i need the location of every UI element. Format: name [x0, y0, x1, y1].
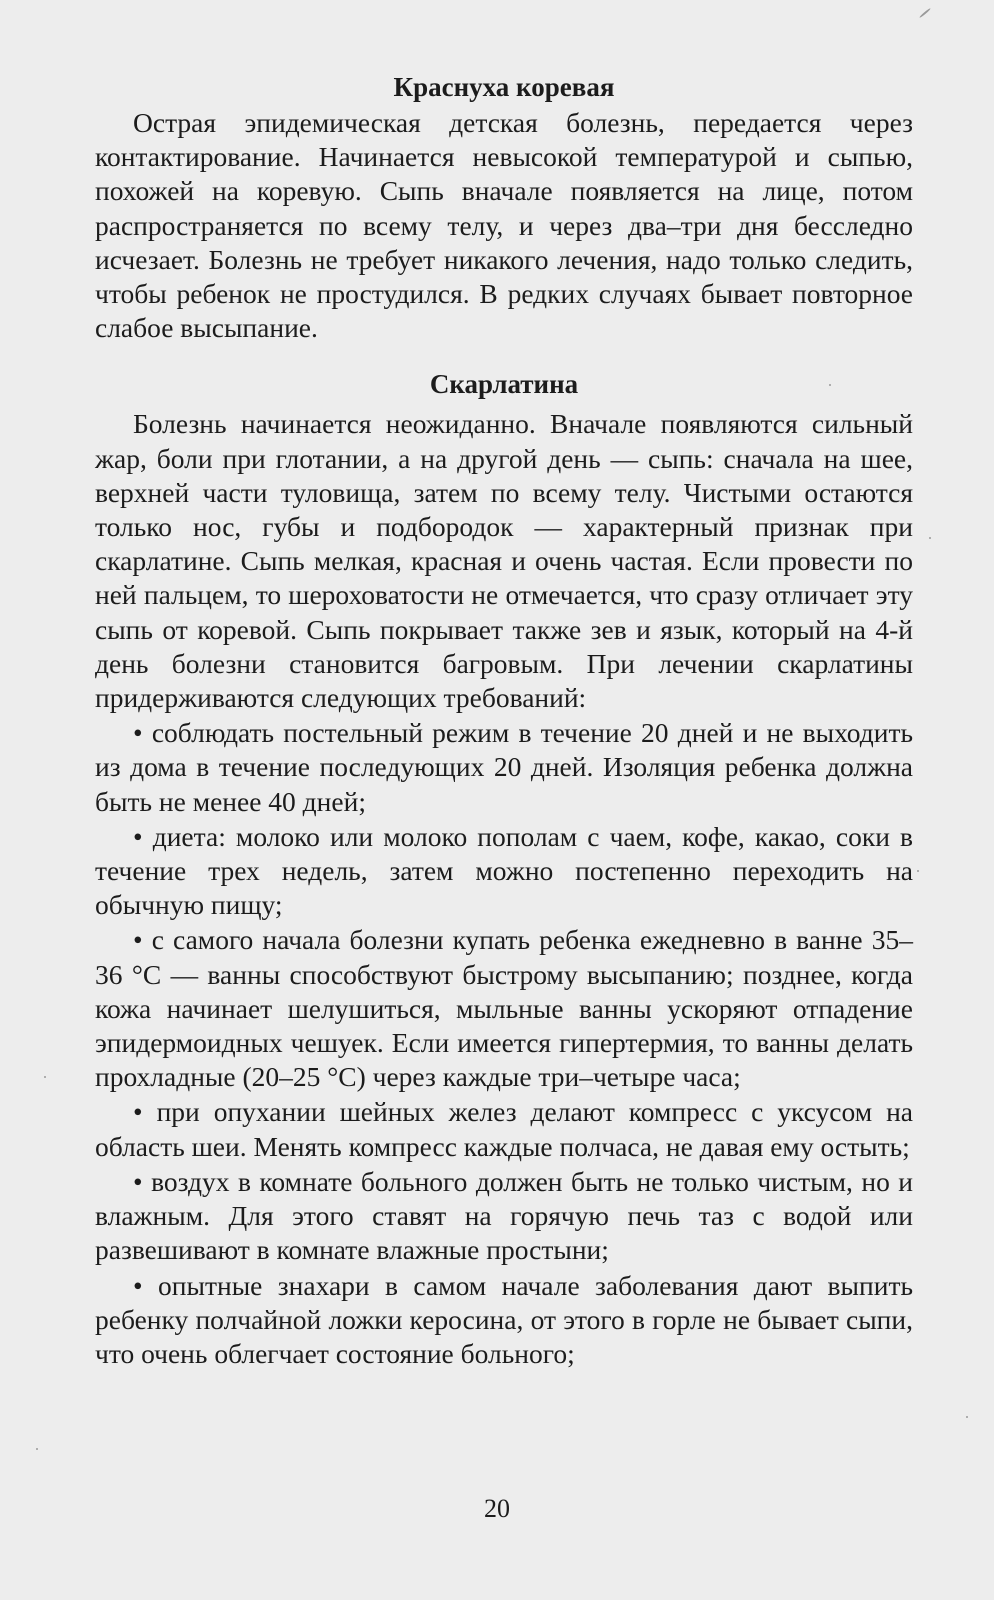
- section-title-scarlet-fever: Скарлатина: [429, 369, 579, 400]
- scan-speck: [919, 8, 931, 19]
- bullet-kerosene: • опытные знахари в самом начале заболевания дают выпить ребенку полчайной ложки керосина, от этого в горле не бывает сыпи, что очень облегчает состояние больного;: [95, 1269, 913, 1369]
- bullet-diet: • диета: молоко или молоко пополам с чаем, кофе, какао, соки в течение трех недель, затем можно постепенно переходить на обычную пищу;: [95, 820, 913, 921]
- bullet-baths: • с самого начала болезни купать ребенка ежедневно в ванне 35–36 °С — ванны способствуют быстрому высыпанию; позднее, когда кожа начинает шелушиться, мыльные ванны ускоряют отпадение эпидермоидных чешуек. Если имеется гипертермия, то ванны делать прохладные (20–25 °С) через каждые три–четыре часа;: [95, 924, 913, 1093]
- scan-speck: [966, 1416, 968, 1418]
- page-number: 20: [484, 1494, 510, 1523]
- rubella-paragraph: Острая эпидемическая детская болезнь, передается через контактирование. Начинается невысокой температурой и сыпью, похожей на коревую. Сыпь вначале появляется на лице, потом распространяется по всему телу, и через два–три дня бесследно исчезает. Болезнь не требует никакого лечения, надо только следить, чтобы ребенок не простудился. В редких случаях бывает повторное слабое высыпание.: [95, 107, 913, 344]
- page-content: [95, 70, 913, 1371]
- bullet-humid-air: • воздух в комнате больного должен быть не только чистым, но и влажным. Для этого ставят на горячую печь таз с водой или развешивают в комнате влажные простыни;: [95, 1165, 913, 1266]
- scan-speck: [36, 1448, 38, 1450]
- scan-speck: [829, 384, 831, 386]
- scan-speck: [44, 1076, 46, 1078]
- bullet-bed-rest: • соблюдать постельный режим в течение 20 дней и не выходить из дома в течение последующих 20 дней. Изоляция ребенка должна быть не менее 40 дней;: [95, 717, 913, 817]
- scan-speck: [929, 537, 931, 539]
- bullet-neck-compress: • при опухании шейных желез делают компресс с уксусом на область шеи. Менять компресс каждые полчаса, не давая ему остыть;: [95, 1096, 913, 1162]
- scan-speck: [917, 870, 919, 872]
- section-title-rubella: Краснуха коревая: [393, 72, 615, 102]
- scarlet-fever-intro-paragraph: Болезнь начинается неожиданно. Вначале появляются сильный жар, боли при глотании, а на другой день — сыпь: сначала на шее, верхней части туловища, затем по всему телу. Чистыми остаются только нос, губы и подбородок — характерный признак при скарлатине. Сыпь мелкая, красная и очень частая. Если провести по ней пальцем, то шероховатости не отмечается, что сразу отличает эту сыпь от коревой. Сыпь покрывает также зев и язык, который на 4-й день болезни становится багровым. При лечении скарлатины придерживаются следующих требований:: [95, 408, 913, 714]
